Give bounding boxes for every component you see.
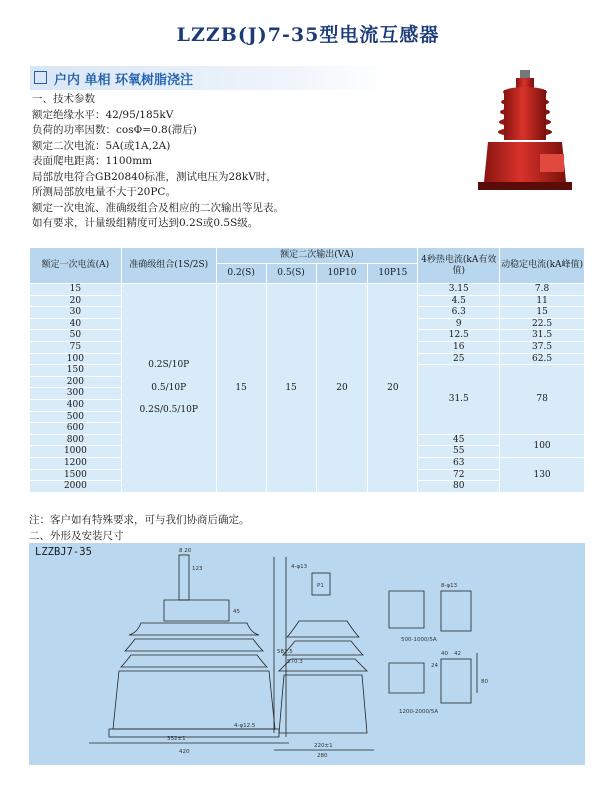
dim-label: 500-1000/5A: [401, 637, 437, 643]
rating-table: [29, 247, 585, 493]
cell-current: 20: [30, 295, 122, 307]
cell-accuracy: [121, 284, 216, 493]
header-output: 额定二次输出(VA): [216, 248, 418, 264]
spec-line: 额定二次电流：5A(或1A,2A): [32, 139, 171, 152]
dim-label: 42: [454, 651, 461, 657]
dim-label: 1200-2000/5A: [399, 709, 439, 715]
product-banner: [30, 66, 390, 90]
cell-current: 75: [30, 341, 122, 353]
cell-thermal: 12.5: [418, 330, 500, 342]
dimension-drawing: [29, 543, 585, 765]
accuracy-item: 0.2S/0.5/10P: [139, 405, 198, 416]
banner-text: 户内 单相 环氧树脂浇注: [54, 73, 194, 88]
checkbox-square-icon: [34, 71, 47, 84]
cell-dynamic: 78: [500, 365, 585, 435]
cell-thermal: 55: [418, 446, 500, 458]
primary-terminal: [179, 555, 189, 600]
cell-out-10p10: 20: [316, 284, 368, 493]
header-02: 0.2(S): [216, 264, 266, 284]
header-10p10: 10P10: [316, 264, 368, 284]
cell-current: 40: [30, 318, 122, 330]
footnote: 注：客户如有特殊要求，可与我们协商后确定。: [29, 514, 250, 526]
dim-label: P1: [317, 583, 324, 589]
cell-current: 500: [30, 411, 122, 423]
section-heading: 二、外形及安装尺寸: [29, 530, 124, 542]
cell-dynamic: 62.5: [500, 353, 585, 365]
spec-line: 如有要求，计量级组精度可达到0.2S或0.5S级。: [32, 217, 259, 229]
cell-dynamic: 31.5: [500, 330, 585, 342]
dim-label: 570.3: [287, 659, 303, 665]
cell-out-05: 15: [266, 284, 316, 493]
dim-label: 280: [317, 753, 328, 759]
cell-current: 200: [30, 376, 122, 388]
dim-label: 220±1: [314, 743, 333, 749]
technical-specs: [32, 92, 284, 232]
dim-label: 40: [441, 651, 448, 657]
spec-line: 额定绝缘水平：42/95/185kV: [32, 108, 174, 121]
cell-current: 15: [30, 284, 122, 296]
header-05: 0.5(S): [266, 264, 316, 284]
outline-drawing: [29, 543, 585, 765]
cell-dynamic: 37.5: [500, 341, 585, 353]
header-thermal: 4秒热电流(kA有效值): [418, 248, 500, 284]
cell-thermal: 25: [418, 353, 500, 365]
dim-label: 80: [481, 679, 488, 685]
cell-thermal: 63: [418, 457, 500, 469]
cell-current: 800: [30, 434, 122, 446]
dim-label: 582.5: [277, 649, 293, 655]
cell-thermal: 3.15: [418, 284, 500, 296]
accuracy-item: 0.2S/10P: [148, 359, 190, 370]
cell-current: 30: [30, 307, 122, 319]
spec-line: 所测局部放电量不大于20PC。: [32, 186, 176, 198]
cell-thermal: 31.5: [418, 365, 500, 435]
dim-label: 420: [179, 749, 190, 755]
dim-label: 123: [192, 566, 203, 572]
product-photo: [464, 64, 584, 200]
cell-dynamic: 11: [500, 295, 585, 307]
spec-line: 局部放电符合GB20840标准，测试电压为28kV时，: [32, 170, 277, 183]
cell-current: 150: [30, 365, 122, 377]
header-10p15: 10P15: [368, 264, 418, 284]
accuracy-item: 0.5/10P: [151, 382, 187, 393]
dim-label: 4-φ13: [291, 564, 308, 570]
cell-dynamic: 130: [500, 457, 585, 492]
cell-dynamic: 100: [500, 434, 585, 457]
cell-thermal: 9: [418, 318, 500, 330]
cell-thermal: 16: [418, 341, 500, 353]
cell-thermal: 6.3: [418, 307, 500, 319]
header-dynamic: 动稳定电流(kA峰值): [500, 248, 585, 284]
specs-heading: 一、技术参数: [32, 93, 95, 105]
cell-thermal: 72: [418, 469, 500, 481]
cell-dynamic: 7.8: [500, 284, 585, 296]
cell-current: 1500: [30, 469, 122, 481]
insulator-sheds: [121, 623, 267, 667]
cell-current: 1200: [30, 457, 122, 469]
cell-current: 600: [30, 423, 122, 435]
cell-current: 1000: [30, 446, 122, 458]
dim-label: 24: [431, 663, 438, 669]
spec-line: 表面爬电距离：1100mm: [32, 155, 153, 167]
dim-label: 45: [233, 609, 240, 615]
cell-out-02: 15: [216, 284, 266, 493]
dim-label: 4-φ12.5: [234, 723, 256, 729]
cell-dynamic: 22.5: [500, 318, 585, 330]
spec-line: 额定一次电流、准确级组合及相应的二次输出等见表。: [32, 201, 284, 214]
cell-current: 100: [30, 353, 122, 365]
cell-out-10p15: 20: [368, 284, 418, 493]
dim-label: 8 20: [179, 548, 192, 554]
page-title: LZZB(J)7-35型电流互感器: [176, 24, 440, 46]
cell-thermal: 80: [418, 481, 500, 493]
header-primary-current: 额定一次电流(A): [30, 248, 122, 284]
spec-line: 负荷的功率因数：cosΦ=0.8(滞后): [32, 124, 197, 136]
cell-current: 300: [30, 388, 122, 400]
cell-thermal: 45: [418, 434, 500, 446]
dim-label: 8-φ13: [441, 583, 458, 589]
drawing-model-label: LZZBJ7-35: [35, 546, 92, 558]
cell-thermal: 4.5: [418, 295, 500, 307]
cell-dynamic: 15: [500, 307, 585, 319]
cell-current: 50: [30, 330, 122, 342]
cell-current: 2000: [30, 481, 122, 493]
header-accuracy: 准确级组合(1S/2S): [121, 248, 216, 284]
cell-current: 400: [30, 399, 122, 411]
dim-label: 332±1: [167, 736, 186, 742]
